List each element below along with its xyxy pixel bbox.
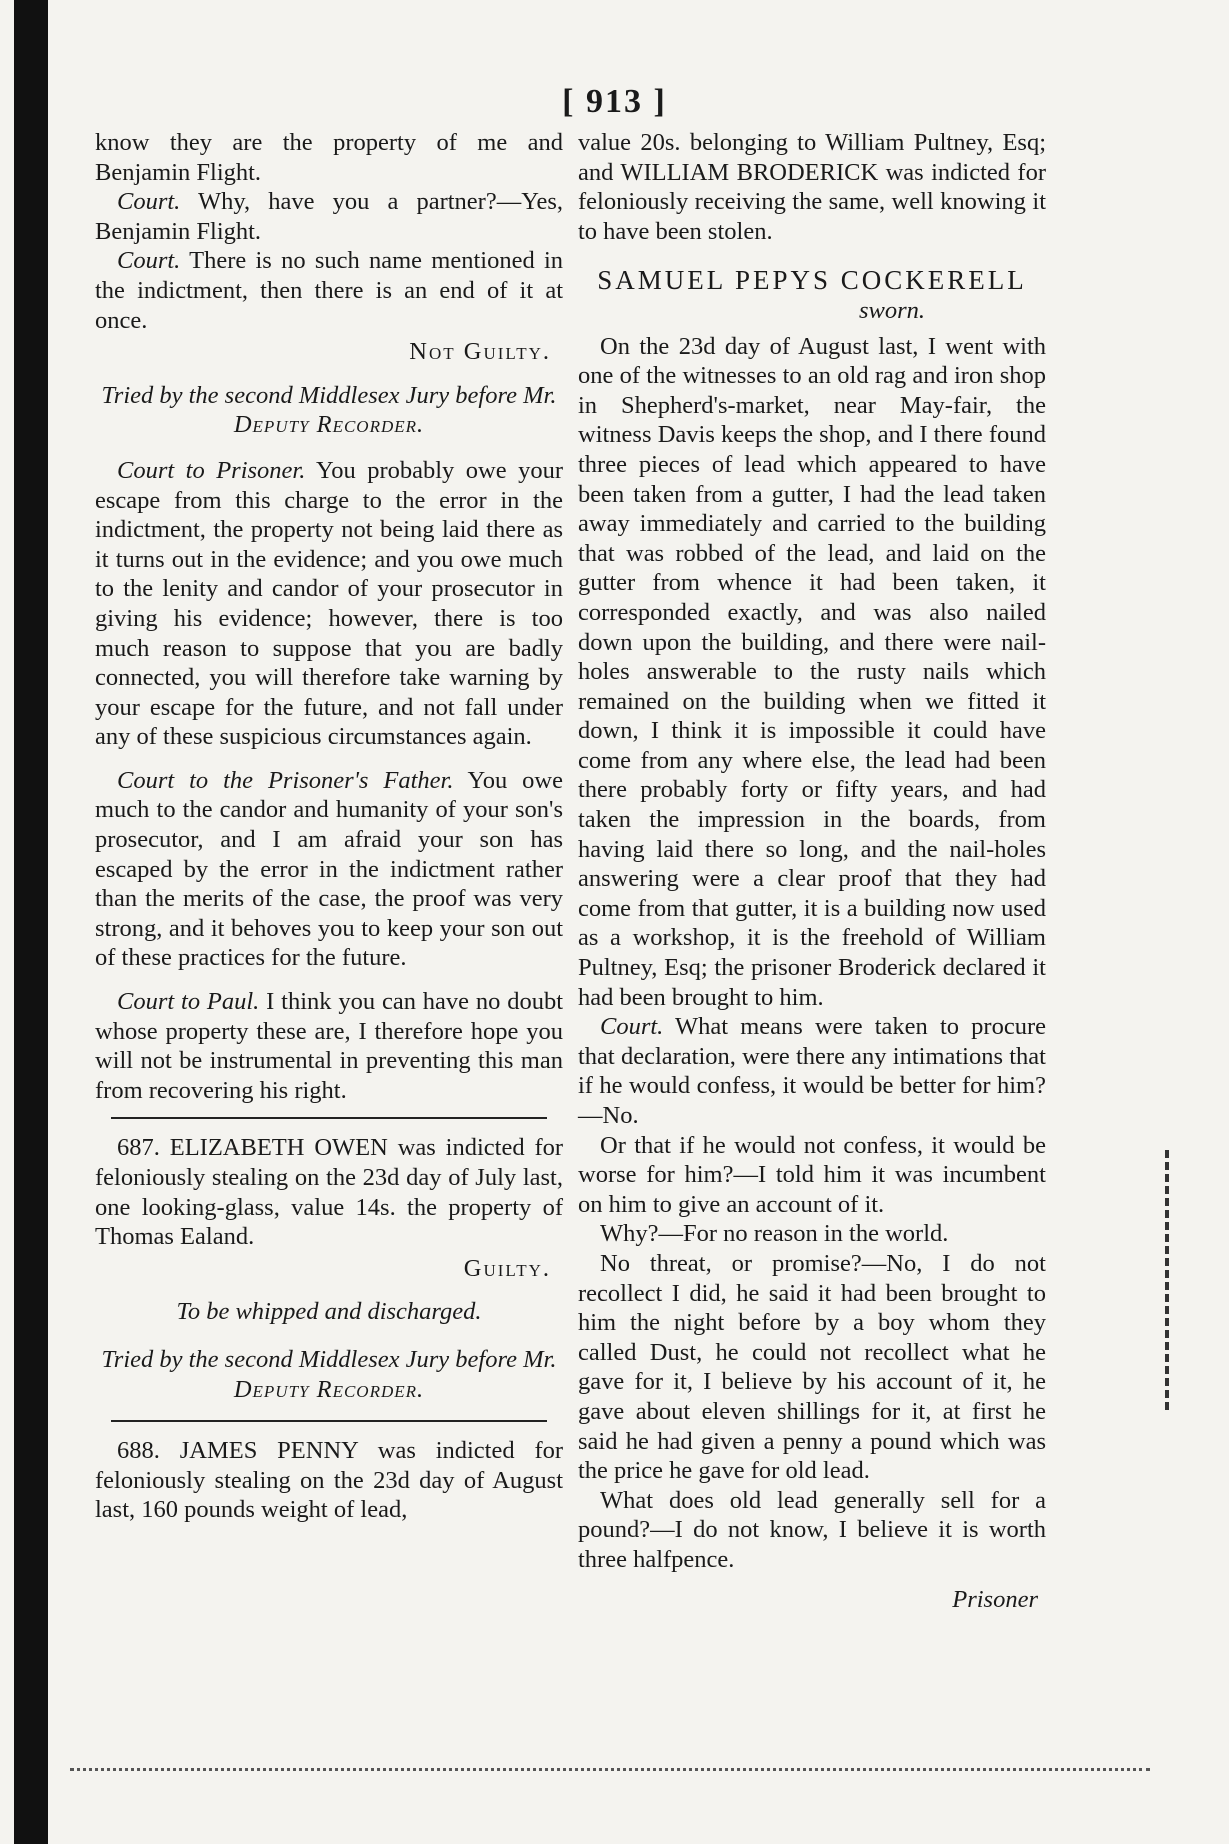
defendant-name: JAMES PENNY xyxy=(179,1437,358,1465)
witness-name xyxy=(578,266,1046,296)
jury-note-italic: Tried by the second Middlesex Jury before Mr. xyxy=(101,381,557,409)
sworn-text: sworn. xyxy=(858,296,926,324)
verdict xyxy=(95,337,563,367)
paragraph xyxy=(95,456,563,752)
witness-name-text: SAMUEL PEPYS COCKERELL xyxy=(597,265,1027,296)
sentence-text: To be whipped and discharged. xyxy=(176,1298,482,1326)
sentence xyxy=(95,1297,563,1327)
case-number: 688. xyxy=(117,1437,160,1465)
paragraph-text: Why, have you a partner?—Yes, Benjamin Flight. xyxy=(95,188,563,245)
paragraph xyxy=(95,246,563,335)
jury-note xyxy=(95,381,563,440)
speaker-label: Court. xyxy=(117,247,181,275)
paragraph xyxy=(578,332,1046,1013)
paragraph-text: You probably owe your escape from this charge to the error in the indictment, the property not being laid there as it turns out in the evidence; and you owe much to the lenity and candor of your prosecutor in giving his evidence; however, there is too much reason to suppose that you are badly connected, you will therefore take warning by your escape for the future, and not fall under any of these suspicious circumstances again. xyxy=(95,456,564,751)
paragraph xyxy=(578,1249,1046,1486)
paragraph-text: Or that if he would not confess, it would be worse for him?—I told him it was incumbent on him to give an account of it. xyxy=(578,1131,1046,1218)
section-rule xyxy=(111,1420,547,1422)
paragraph-text: No threat, or promise?—No, I do not recollect I did, he said it had been brought to him the night before by a boy whom they called Dust, he could not recollect what he gave for it, I believe by his account of it, he gave about eleven shillings for it, at first he said he had given a penny a pound which was the price he gave for old lead. xyxy=(578,1249,1046,1485)
paragraph xyxy=(578,1219,1046,1249)
verdict-text: Not Guilty. xyxy=(409,338,551,366)
paragraph xyxy=(578,128,1046,246)
scan-bottom-specks xyxy=(70,1768,1150,1781)
scan-margin-marks xyxy=(1165,1150,1174,1410)
speaker-label: Court to Paul. xyxy=(117,988,260,1016)
case-entry xyxy=(95,1133,563,1251)
case-number: 687. xyxy=(117,1134,160,1162)
jury-note-recorder: Deputy Recorder. xyxy=(233,1375,425,1403)
speaker-label: Court. xyxy=(117,188,181,216)
paragraph xyxy=(95,766,563,973)
defendant-name: ELIZABETH OWEN xyxy=(169,1134,388,1162)
paragraph-text: I think you can have no doubt whose property these are, I therefore hope you will not be instrumental in preventing this man from recovering his right. xyxy=(95,988,564,1104)
paragraph xyxy=(578,1012,1046,1130)
case-text: was indicted for feloniously stealing on the 23d day of July last, one looking-glass, value 14s. the property of Thomas Ealand. xyxy=(95,1134,564,1251)
right-column xyxy=(578,128,1046,1614)
page-number: [ 913 ] xyxy=(562,83,667,120)
catchword-text: Prisoner xyxy=(952,1585,1038,1613)
speaker-label: Court to the Prisoner's Father. xyxy=(117,766,454,794)
verdict xyxy=(95,1254,563,1284)
paragraph xyxy=(95,128,563,187)
speaker-label: Court. xyxy=(600,1013,664,1041)
paragraph-text: know they are the property of me and Benjamin Flight. xyxy=(95,129,563,186)
jury-note xyxy=(95,1345,563,1404)
paragraph xyxy=(578,1131,1046,1220)
paragraph-text: You owe much to the candor and humanity of your son's prosecutor, and I am afraid your son has escaped by the error in the indictment rather than the merits of the case, the proof was very strong, and it behoves you to keep your son out of these practices for the future. xyxy=(95,766,563,972)
jury-note-recorder: Deputy Recorder. xyxy=(233,411,425,439)
paragraph-text: value 20s. belonging to William Pultney, Esq; and WILLIAM BRODERICK was indicted for feloniously receiving the same, well knowing it to have been stolen. xyxy=(578,129,1046,245)
verdict-text: Guilty. xyxy=(463,1254,551,1282)
case-entry xyxy=(95,1436,563,1525)
catchword xyxy=(578,1585,1046,1615)
paragraph-text: Why?—For no reason in the world. xyxy=(600,1220,949,1248)
case-text: was indicted for feloniously stealing on the 23d day of August last, 160 pounds weight of lead, xyxy=(95,1437,564,1524)
paragraph xyxy=(95,987,563,1105)
paragraph-text: What means were taken to procure that declaration, were there any intimations that if he would confess, it would be better for him?—No. xyxy=(578,1013,1046,1129)
scan-edge-shadow xyxy=(14,0,48,1844)
left-column xyxy=(95,128,563,1525)
paragraph-text: On the 23d day of August last, I went with one of the witnesses to an old rag and iron shop in Shepherd's-market, near May-fair, the witness Davis keeps the shop, and I there found three pieces of lead which appeared to have been taken from a gutter, I had the lead taken away immediately and carried to the building that was robbed of the lead, and laid on the gutter from whence it had been taken, it corresponded exactly, and was also nailed down upon the building, and there were nail-holes answerable to the rusty nails which remained on the building when we fitted it down, I think it is impossible it could have come from any where else, the lead had been there probably forty or fifty years, and had taken the impression in the boards, from having laid there so long, and the nail-holes answering were a clear proof that they had come from that gutter, it is a building now used as a workshop, it is the freehold of William Pultney, Esq; the prisoner Broderick declared it had been brought to him. xyxy=(578,332,1046,1011)
paragraph-text: What does old lead generally sell for a pound?—I do not know, I believe it is worth three halfpence. xyxy=(578,1486,1046,1573)
witness-sworn xyxy=(578,296,1046,326)
paragraph xyxy=(578,1486,1046,1575)
paragraph xyxy=(95,187,563,246)
speaker-label: Court to Prisoner. xyxy=(117,456,306,484)
jury-note-italic: Tried by the second Middlesex Jury before Mr. xyxy=(101,1345,557,1373)
paragraph-text: There is no such name mentioned in the indictment, then there is an end of it at once. xyxy=(95,247,564,334)
section-rule xyxy=(111,1117,547,1119)
